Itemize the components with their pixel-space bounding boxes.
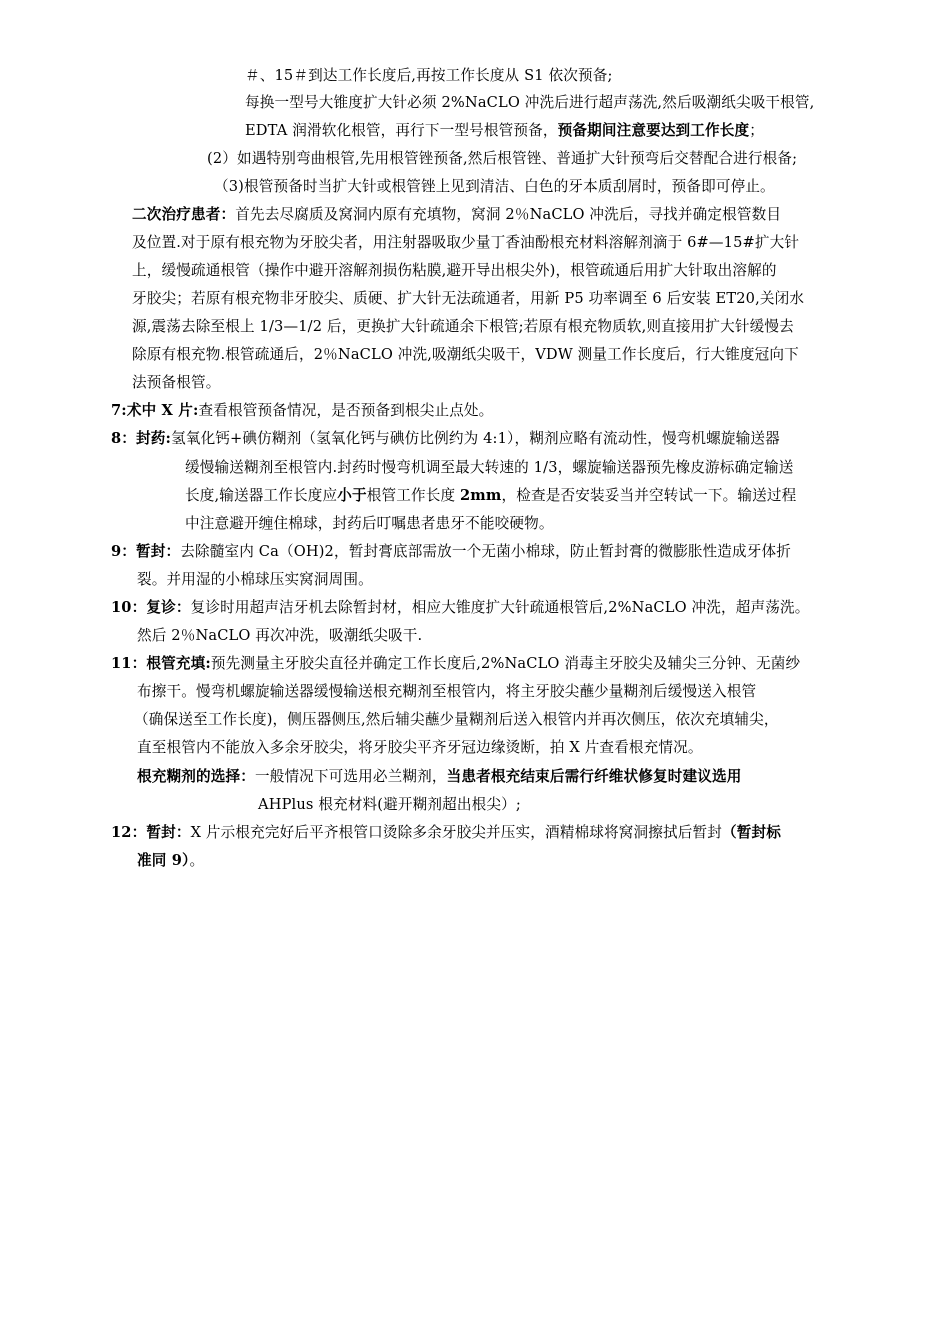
section-heading-retreatment: 二次治疗患者：首先去尽腐质及窝洞内原有充填物，窝洞 2％NaCLO 冲洗后，寻找并确定根管数目 (132, 206, 782, 223)
text-line: 长度,输送器工作长度应小于根管工作长度 2mm，检查是否安装妥当并空转试一下。输送过程 (185, 487, 797, 504)
text-line: 每换一型号大锥度扩大针必须 2%NaCLO 冲洗后进行超声荡洗,然后吸潮纸尖吸干根管, (245, 94, 815, 111)
text-line: AHPlus 根充材料(避开糊剂超出根尖）; (258, 796, 521, 813)
text-line: 直至根管内不能放入多余牙胶尖，将牙胶尖平齐牙冠边缘烫断，拍 X 片查看根充情况。 (137, 739, 703, 756)
text-line: 缓慢输送糊剂至根管内.封药时慢弯机调至最大转速的 1/3，螺旋输送器预先橡皮游标确定输送 (185, 459, 794, 476)
text-line: 上，缓慢疏通根管（操作中避开溶解剂损伤粘膜,避开导出根尖外)，根管疏通后用扩大针取出溶解的 (132, 262, 777, 279)
text-line: 及位置.对于原有根充物为牙胶尖者，用注射器吸取少量丁香油酚根充材料溶解剂滴于 6#—15#扩大针 (132, 234, 800, 251)
text-line: 准同 9）。 (137, 852, 205, 869)
text-line: 牙胶尖；若原有根充物非牙胶尖、质硬、扩大针无法疏通者，用新 P5 功率调至 6 后安装 ET20,关闭水 (132, 290, 805, 307)
section-heading-step-7: 7:术中 X 片:查看根管预备情况，是否预备到根尖止点处。 (111, 402, 494, 419)
text-line: 中注意避开缠住棉球，封药后叮嘱患者患牙不能咬硬物。 (185, 515, 554, 532)
text-line: 法预备根管。 (132, 374, 221, 391)
text-line: （确保送至工作长度)，侧压器侧压,然后辅尖蘸少量糊剂后送入根管内并再次侧压，依次充填辅尖， (134, 711, 779, 728)
text-line: （3)根管预备时当扩大针或根管锉上见到清洁、白色的牙本质刮屑时，预备即可停止。 (214, 178, 775, 195)
text-line: 源,震荡去除至根上 1/3—1/2 后，更换扩大针疏通余下根管;若原有根充物质软,则直接用扩大针缓慢去 (132, 318, 794, 335)
text-line: ＃、15＃到达工作长度后,再按工作长度从 S1 依次预备; (245, 67, 613, 84)
section-heading-step-11: 11：根管充填:预先测量主牙胶尖直径并确定工作长度后,2%NaCLO 消毒主牙胶尖及辅尖三分钟、无菌纱 (111, 655, 801, 672)
text-line: 裂。并用湿的小棉球压实窝洞周围。 (137, 571, 373, 588)
text-line: (2）如遇特别弯曲根管,先用根管锉预备,然后根管锉、普通扩大针预弯后交替配合进行根备; (207, 150, 798, 167)
section-heading-step-8: 8：封药:氢氧化钙+碘仿糊剂（氢氧化钙与碘仿比例约为 4:1），糊剂应略有流动性，慢弯机螺旋输送器 (111, 430, 780, 447)
text-line: EDTA 润滑软化根管，再行下一型号根管预备，预备期间注意要达到工作长度； (245, 122, 765, 139)
text-line: 布擦干。慢弯机螺旋输送器缓慢输送根充糊剂至根管内，将主牙胶尖蘸少量糊剂后缓慢送入根管 (137, 683, 757, 700)
section-heading-paste-selection: 根充糊剂的选择：一般情况下可选用必兰糊剂，当患者根充结束后需行纤维状修复时建议选用 (137, 768, 742, 785)
text-line: 然后 2％NaCLO 再次冲洗，吸潮纸尖吸干. (137, 627, 423, 644)
section-heading-step-9: 9：暂封：去除髓室内 Ca（OH)2，暂封膏底部需放一个无菌小棉球，防止暂封膏的微膨胀性造成牙体折 (111, 543, 792, 560)
section-heading-step-10: 10：复诊：复诊时用超声洁牙机去除暂封材，相应大锥度扩大针疏通根管后,2%NaCLO 冲洗，超声荡洗。 (111, 599, 810, 616)
section-heading-step-12: 12：暂封：X 片示根充完好后平齐根管口烫除多余牙胶尖并压实，酒精棉球将窝洞擦拭后暂封（暂封标 (111, 824, 781, 841)
text-line: 除原有根充物.根管疏通后，2％NaCLO 冲洗,吸潮纸尖吸干，VDW 测量工作长度后，行大锥度冠向下 (132, 346, 799, 363)
